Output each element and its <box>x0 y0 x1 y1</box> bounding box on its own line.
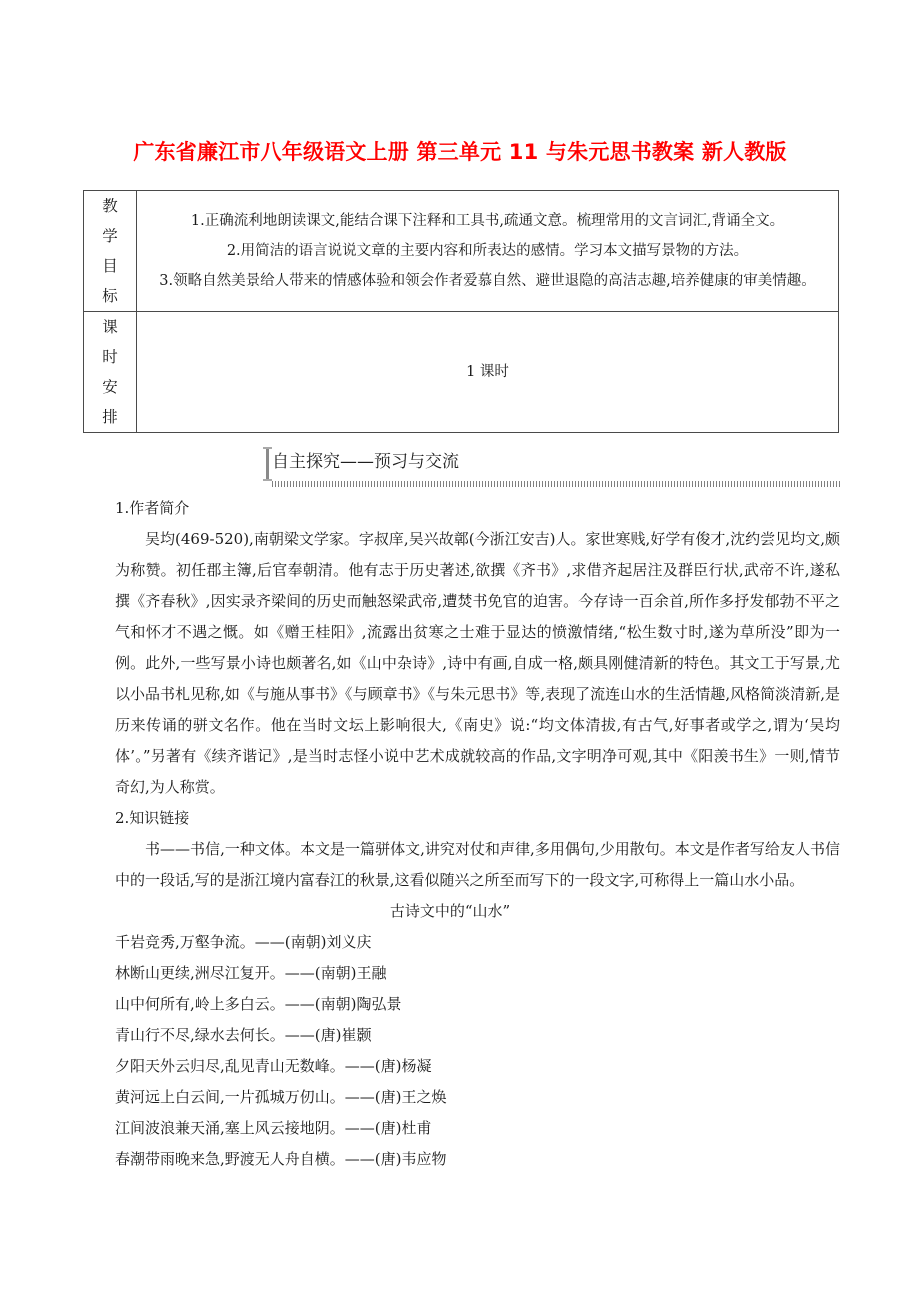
list-item: 夕阳天外云归尽,乱见青山无数峰。——(唐)杨凝 <box>115 1057 432 1075</box>
document-body <box>115 493 840 1175</box>
list-item: 黄河远上白云间,一片孤城万仞山。——(唐)王之焕 <box>115 1088 447 1106</box>
lesson-info-table <box>83 190 839 433</box>
list-item: 千岩竞秀,万壑争流。——(南朝)刘义庆 <box>115 933 372 951</box>
label-char: 目 <box>102 257 118 275</box>
page-title: 广东省廉江市八年级语文上册 第三单元 11 与朱元思书教案 新人教版 <box>133 140 787 164</box>
label-char: 标 <box>102 287 118 305</box>
heading-bar-icon <box>266 449 269 479</box>
objective-line: 2.用简洁的语言说说文章的主要内容和所表达的感情。学习本文描写景物的方法。 <box>226 243 749 259</box>
paragraph-author-bio: 吴均(469-520),南朝梁文学家。字叔庠,吴兴故鄣(今浙江安吉)人。家世寒贱,好学有俊才,沈约尝见均文,颇为称赞。初任郡主簿,后官奉朝清。他有志于历史著述,欲撰《齐书》,求借齐起居注及群臣行状,武帝不许,遂私撰《齐春秋》,因实录齐梁间的历史而触怒梁武帝,遭焚书免官的迫害。今存诗一百余首,所作多抒发郁勃不平之气和怀才不遇之慨。如《赠王桂阳》,流露出贫寒之士难于显达的愤激情绪,“松生数寸时,遂为草所没”即为一例。此外,一些写景小诗也颇著名,如《山中杂诗》,诗中有画,自成一格,颇具刚健清新的特色。其文工于写景,尤以小品书札见称,如《与施从事书》《与顾章书》《与朱元思书》等,表现了流连山水的生活情趣,风格简淡清新,是历来传诵的骈文名作。他在当时文坛上影响很大,《南史》说:“均文体清拔,有古气,好事者或学之,谓为‘吴均体’。”另著有《续齐谐记》,是当时志怪小说中艺术成就较高的作品,文字明净可观,其中《阳羡书生》一则,情节奇幻,为人称赏。 <box>115 530 840 796</box>
list-item: 春潮带雨晚来急,野渡无人舟自横。——(唐)韦应物 <box>115 1150 447 1168</box>
row-label-objectives <box>84 191 137 312</box>
paragraph-knowledge-link: 书——书信,一种文体。本文是一篇骈体文,讲究对仗和声律,多用偶句,少用散句。本文是作者写给友人书信中的一段话,写的是浙江境内富春江的秋景,这看似随兴之所至而写下的一段文字,可称得上一篇山水小品。 <box>115 840 840 889</box>
subsection-label-knowledge: 2.知识链接 <box>115 809 190 827</box>
label-char: 学 <box>102 227 118 245</box>
label-char: 排 <box>102 408 118 426</box>
list-item: 山中何所有,岭上多白云。——(南朝)陶弘景 <box>115 995 402 1013</box>
label-char: 教 <box>102 197 118 215</box>
table-row <box>84 312 839 433</box>
list-item: 林断山更续,洲尽江复开。——(南朝)王融 <box>115 964 387 982</box>
label-char: 课 <box>102 318 118 336</box>
subsection-label-author: 1.作者简介 <box>115 499 190 517</box>
section-heading <box>0 447 920 489</box>
table-row <box>84 191 839 312</box>
row-content-schedule: 1 课时 <box>137 312 839 433</box>
poetry-section-heading: 古诗文中的“山水” <box>389 902 511 920</box>
label-char: 安 <box>102 378 118 396</box>
objective-line: 3.领略自然美景给人带来的情感体验和领会作者爱慕自然、避世退隐的高洁志趣,培养健康的审美情趣。 <box>159 273 816 289</box>
label-char: 时 <box>102 348 118 366</box>
list-item: 青山行不尽,绿水去何长。——(唐)崔颢 <box>115 1026 372 1044</box>
row-content-objectives <box>137 191 839 312</box>
heading-dotted-rule-secondary <box>272 485 842 487</box>
section-heading-label: 自主探究——预习与交流 <box>272 452 459 472</box>
row-label-schedule <box>84 312 137 433</box>
list-item: 江间波浪兼天涌,塞上风云接地阴。——(唐)杜甫 <box>115 1119 432 1137</box>
objective-line: 1.正确流利地朗读课文,能结合课下注释和工具书,疏通文意。梳理常用的文言词汇,背诵全文。 <box>190 213 785 229</box>
